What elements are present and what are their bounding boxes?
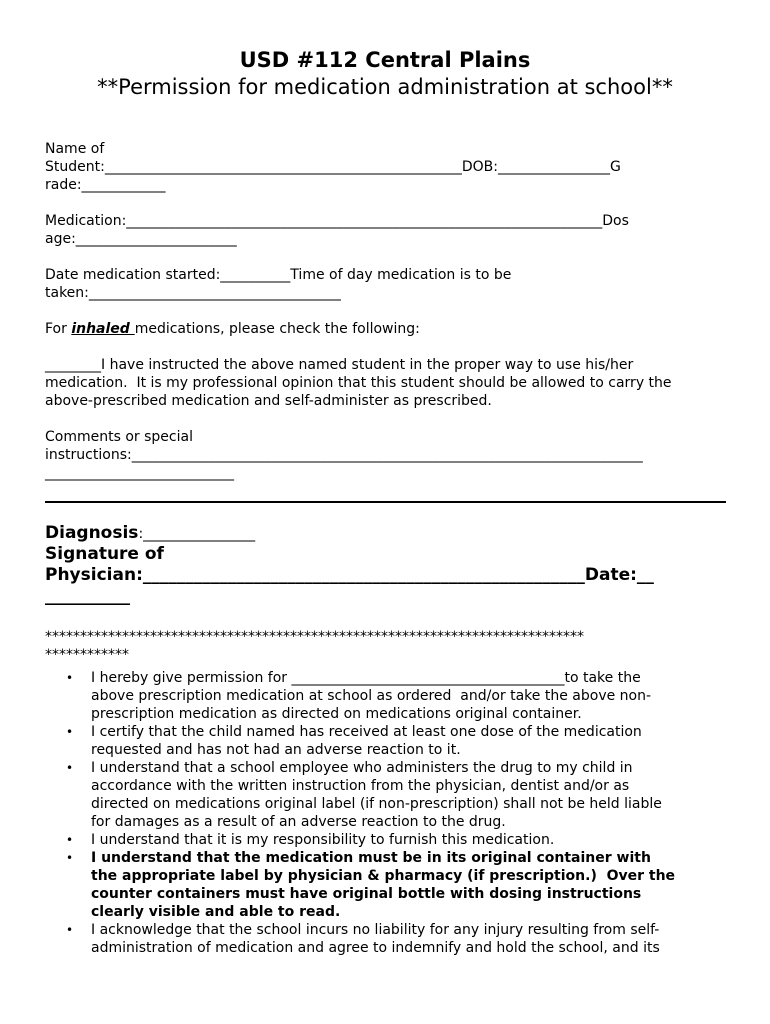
- physician-signature-date-field[interactable]: Physician:____________________________________________________Date:__: [45, 565, 654, 585]
- statement-line: I understand that a school employee who administers the drug to my child in: [91, 760, 633, 776]
- self-administer-text-2: medication. It is my professional opinion that this student should be allowed to carry the: [45, 375, 672, 391]
- statement-line: administration of medication and agree to indemnify and hold the school, and its: [91, 940, 660, 956]
- statement-line: prescription medication as directed on medications original container.: [91, 706, 582, 722]
- medication-field[interactable]: Medication:____________________________________________________________________Dos: [45, 213, 629, 229]
- district-title: USD #112 Central Plains: [239, 48, 531, 72]
- date-started-field[interactable]: Date medication started:__________Time of day medication is to be: [45, 267, 512, 283]
- grade-field[interactable]: rade:____________: [45, 177, 166, 193]
- statement-line: clearly visible and able to read.: [91, 904, 341, 920]
- bullet-icon: •: [66, 923, 74, 937]
- section-divider: [45, 501, 726, 503]
- statement-line[interactable]: I hereby give permission for _______________________________________to take the: [91, 670, 641, 686]
- inhaled-instruction: [45, 320, 420, 338]
- asterisk-separator-2: ************: [45, 647, 129, 663]
- comments-field[interactable]: instructions:_________________________________________________________________________: [45, 447, 643, 463]
- inhaled-suffix: medications, please check the following:: [134, 321, 420, 337]
- inhaled-prefix: For: [45, 321, 72, 337]
- comments-label: Comments or special: [45, 429, 193, 445]
- inhaled-emphasis: inhaled: [71, 321, 135, 337]
- self-administer-text-3: above-prescribed medication and self-administer as prescribed.: [45, 393, 492, 409]
- diagnosis-label: Diagnosis: [45, 523, 139, 543]
- form-title: **Permission for medication administration at school**: [97, 75, 673, 99]
- name-label: Name of: [45, 141, 105, 157]
- statement-line: for damages as a result of an adverse reaction to the drug.: [91, 814, 506, 830]
- bullet-icon: •: [66, 761, 74, 775]
- statement-line: I understand that the medication must be in its original container with: [91, 850, 651, 866]
- statement-line: I certify that the child named has received at least one dose of the medication: [91, 724, 642, 740]
- bullet-icon: •: [66, 671, 74, 685]
- bullet-icon: •: [66, 725, 74, 739]
- statement-line: I acknowledge that the school incurs no liability for any injury resulting from self-: [91, 922, 660, 938]
- comments-field-continued[interactable]: ___________________________: [45, 465, 234, 481]
- bullet-icon: •: [66, 851, 74, 865]
- statement-line: above prescription medication at school as ordered and/or take the above non-: [91, 688, 652, 704]
- statement-line: counter containers must have original bottle with dosing instructions: [91, 886, 642, 902]
- statement-line: requested and has not had an adverse reaction to it.: [91, 742, 461, 758]
- asterisk-separator-1: *****************************************************************************: [45, 629, 584, 645]
- dosage-field[interactable]: age:_______________________: [45, 231, 237, 247]
- self-administer-checkline[interactable]: ________I have instructed the above named student in the proper way to use his/her: [45, 357, 634, 373]
- student-dob-field[interactable]: Student:___________________________________________________DOB:________________G: [45, 159, 621, 175]
- diagnosis-blank[interactable]: :________________: [138, 526, 256, 542]
- diagnosis-field[interactable]: [45, 523, 255, 545]
- statement-line: I understand that it is my responsibility to furnish this medication.: [91, 832, 555, 848]
- statement-line: the appropriate label by physician & pharmacy (if prescription.) Over the: [91, 868, 676, 884]
- statement-line: accordance with the written instruction from the physician, dentist and/or as: [91, 778, 630, 794]
- statement-line: directed on medications original label (if non-prescription) shall not be held liable: [91, 796, 662, 812]
- bullet-icon: •: [66, 833, 74, 847]
- signature-label: Signature of: [45, 544, 164, 564]
- time-of-day-field[interactable]: taken:____________________________________: [45, 285, 341, 301]
- date-field-continued[interactable]: __________: [45, 586, 130, 606]
